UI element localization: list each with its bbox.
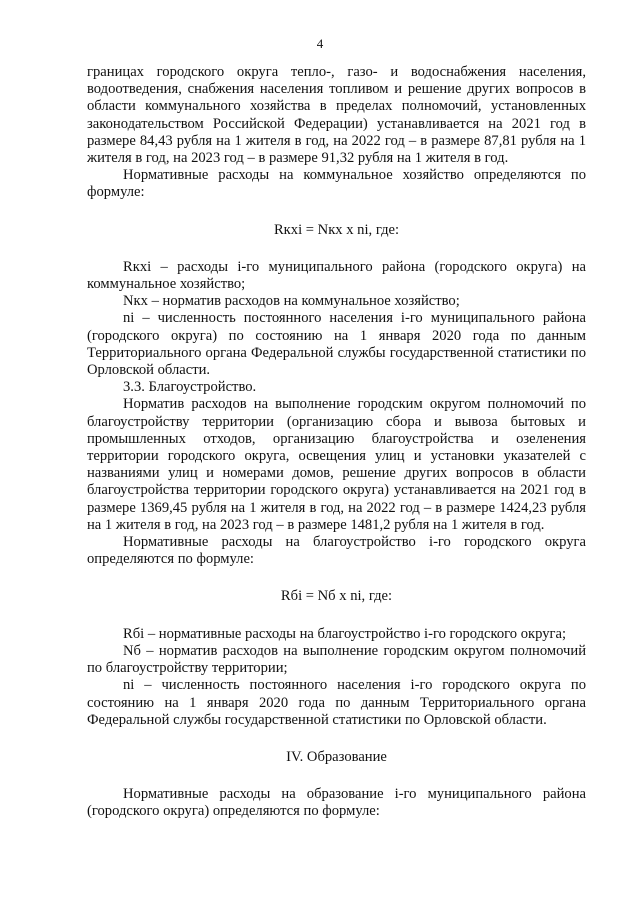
page-number: 4: [316, 36, 324, 51]
formula-improvement: Rбi = Nб х ni, где:: [280, 588, 393, 605]
definition-rkxi: Rкxi – расходы i-го муниципального района (городского округа) на коммунальное хозяйство;: [87, 258, 586, 293]
definition-ni-city: ni – численность постоянного населения i-го городского округа по состоянию на 1 января 2020 года по данным Территориального органа Федеральной службы государственной статистики по Орловской области.: [87, 677, 586, 728]
section-heading-education: IV. Образование: [286, 748, 387, 765]
formula-utilities: Rкxi = Nкх х ni, где:: [273, 221, 400, 238]
definition-nb: Nб – норматив расходов на выполнение городским округом полномочий по благоустройству территории;: [87, 642, 586, 677]
paragraph-improvement-formula-intro: Нормативные расходы на благоустройство i-го городского округа определяются по формуле:: [87, 534, 586, 568]
definition-ni-district: ni – численность постоянного населения i-го муниципального района (городского округа) по состоянию на 1 января 2020 года по данным Территориального органа Федеральной службы государственной статистики по Орловской области.: [87, 310, 586, 379]
paragraph-improvement-norm: Норматив расходов на выполнение городским округом полномочий по благоустройству территории (организацию сбора и вывоза бытовых и промышленных отходов, организацию благоустройства и озеленения территории городского округа, освещения улиц и установки указателей с названиями улиц и номерами домов, решение других вопросов в области благоустройства территории городского округа) устанавливается на 2021 год в размере 1369,45 рубля на 1 жителя в год, на 2022 год – в размере 1424,23 рубля на 1 жителя в год, на 2023 год – в размере 1481,2 рубля на 1 жителя в год.: [87, 396, 586, 533]
document-body: [87, 64, 586, 821]
paragraph-education-formula-intro: Нормативные расходы на образование i-го муниципального района (городского округа) определяются по формуле:: [87, 786, 586, 820]
section-heading-3-3: 3.3. Благоустройство.: [123, 379, 257, 396]
definition-nkx: Nкх – норматив расходов на коммунальное хозяйство;: [123, 293, 460, 310]
paragraph-utilities-norm: границах городского округа тепло-, газо- и водоснабжения населения, водоотведения, снабжения населения топливом и решение других вопросов в области коммунального хозяйства в пределах полномочий, установленных законодательством Российской Федерации) устанавливается на 2021 год в размере 84,43 рубля на 1 жителя в год, на 2022 год – в размере 87,81 рубля на 1 жителя в год, на 2023 год – в размере 91,32 рубля на 1 жителя в год.: [87, 64, 586, 167]
definition-rbi: Rбi – нормативные расходы на благоустройство i-го городского округа;: [123, 625, 567, 642]
paragraph-utilities-formula-intro: Нормативные расходы на коммунальное хозяйство определяются по формуле:: [87, 167, 586, 201]
